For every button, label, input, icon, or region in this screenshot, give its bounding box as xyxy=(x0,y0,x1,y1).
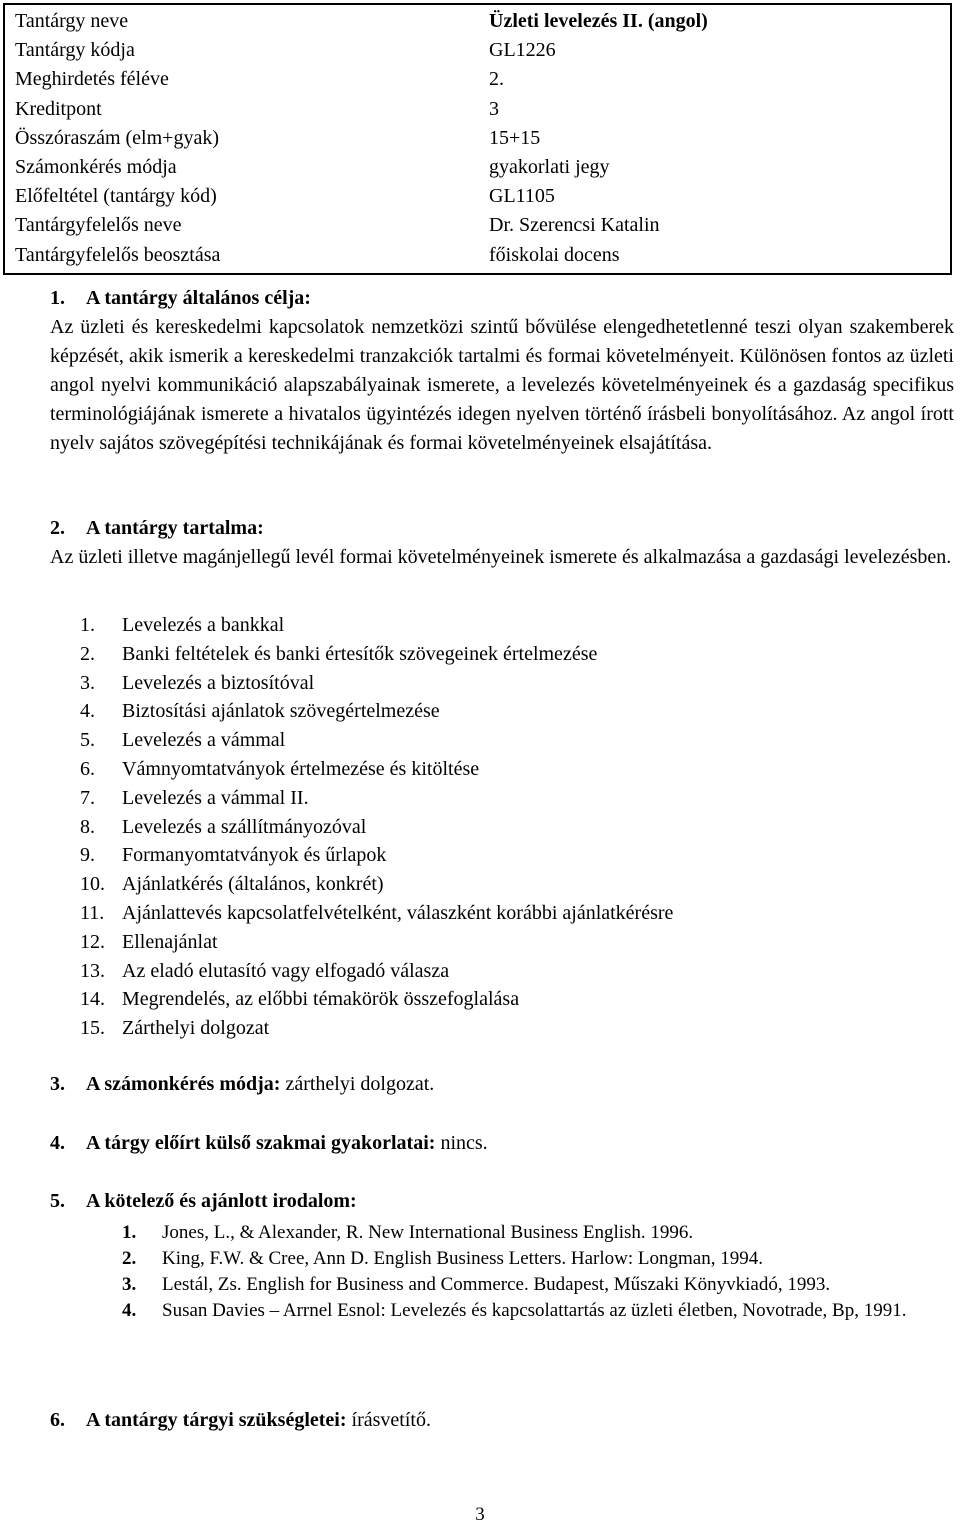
item-text: Megrendelés, az előbbi témakörök összefoglalása xyxy=(122,988,520,1011)
info-row-credits xyxy=(5,95,950,124)
item-text: Jones, L., & Alexander, R. New International Business English. 1996. xyxy=(162,1222,694,1243)
section-number: 5. xyxy=(50,1190,65,1212)
item-text: Formanyomtatványok és űrlapok xyxy=(122,844,387,867)
section-number: 4. xyxy=(50,1132,65,1154)
info-label: Számonkérés módja xyxy=(15,155,177,178)
item-text: Levelezés a szállítmányozóval xyxy=(122,815,367,838)
list-item xyxy=(80,726,673,755)
section-heading xyxy=(50,284,954,313)
list-item xyxy=(80,640,673,669)
item-number: 1. xyxy=(122,1222,137,1243)
info-value: gyakorlati jegy xyxy=(489,155,610,178)
item-text: Zárthelyi dolgozat xyxy=(122,1017,270,1040)
item-text: Ajánlatkérés (általános, konkrét) xyxy=(122,873,384,896)
item-number: 6. xyxy=(80,757,95,780)
section-equipment xyxy=(50,1406,954,1435)
topic-list xyxy=(80,611,673,1043)
item-text: Levelezés a biztosítóval xyxy=(122,671,315,694)
info-label: Előfeltétel (tantárgy kód) xyxy=(15,185,217,208)
list-item xyxy=(80,813,673,842)
list-item xyxy=(122,1220,955,1246)
section-title: A tárgy előírt külső szakmai gyakorlatai: xyxy=(86,1132,436,1154)
item-text: Ellenajánlat xyxy=(122,930,218,953)
item-number: 12. xyxy=(80,930,105,953)
list-item xyxy=(80,957,673,986)
section-value: zárthelyi dolgozat. xyxy=(285,1073,435,1095)
item-text: Az eladó elutasító vagy elfogadó válasza xyxy=(122,959,450,982)
section-general-aim xyxy=(50,284,954,458)
section-literature xyxy=(50,1187,954,1216)
section-number: 3. xyxy=(50,1073,65,1095)
info-row-semester xyxy=(5,65,950,94)
info-row-lecturer xyxy=(5,211,950,240)
info-label: Összóraszám (elm+gyak) xyxy=(15,126,219,149)
list-item xyxy=(122,1246,955,1272)
list-item xyxy=(80,841,673,870)
section-title: A számonkérés módja: xyxy=(86,1073,281,1095)
section-number: 6. xyxy=(50,1409,65,1431)
info-label: Meghirdetés féléve xyxy=(15,68,169,91)
item-text: Ajánlattevés kapcsolatfelvételként, válaszként korábbi ajánlatkérésre xyxy=(122,901,674,924)
item-number: 10. xyxy=(80,873,105,896)
section-title: A tantárgy tartalma: xyxy=(86,517,264,539)
item-text: Lestál, Zs. English for Business and Commerce. Budapest, Műszaki Könyvkiadó, 1993. xyxy=(162,1274,831,1295)
item-number: 8. xyxy=(80,815,95,838)
item-number: 1. xyxy=(80,614,95,636)
section-heading xyxy=(50,514,954,543)
item-number: 14. xyxy=(80,988,105,1011)
list-item xyxy=(80,697,673,726)
list-item xyxy=(80,1014,673,1043)
item-number: 2. xyxy=(122,1248,137,1269)
section-value: írásvetítő. xyxy=(351,1409,431,1431)
item-text: Susan Davies – Arrnel Esnol: Levelezés és kapcsolattartás az üzleti életben, Novotrade, Bp, 1991. xyxy=(162,1300,907,1321)
section-heading xyxy=(50,1132,435,1154)
info-label: Tantárgy kódja xyxy=(15,39,135,62)
info-row-lecturer-position xyxy=(5,241,950,270)
section-heading xyxy=(50,1073,280,1095)
info-value: GL1226 xyxy=(489,39,556,62)
item-text: King, F.W. & Cree, Ann D. English Business Letters. Harlow: Longman, 1994. xyxy=(162,1248,763,1269)
info-label: Kreditpont xyxy=(15,97,102,120)
section-practice xyxy=(50,1129,954,1158)
item-number: 3. xyxy=(80,671,95,694)
info-row-hours xyxy=(5,124,950,153)
section-number: 2. xyxy=(50,517,65,539)
item-text: Levelezés a vámmal xyxy=(122,729,286,752)
info-value: 3 xyxy=(489,97,499,120)
page-number: 3 xyxy=(475,1504,485,1525)
item-text: Biztosítási ajánlatok szövegértelmezése xyxy=(122,700,440,723)
item-number: 3. xyxy=(122,1274,137,1295)
section-heading xyxy=(50,1187,954,1216)
item-text: Vámnyomtatványok értelmezése és kitöltése xyxy=(122,757,480,780)
info-row-course-name xyxy=(5,7,950,36)
list-item xyxy=(80,928,673,957)
info-label: Tantárgyfelelős beosztása xyxy=(15,243,221,266)
list-item xyxy=(80,985,673,1014)
item-text: Banki feltételek és banki értesítők szövegeinek értelmezése xyxy=(122,642,598,665)
item-number: 4. xyxy=(80,700,95,723)
section-title: A tantárgy tárgyi szükségletei: xyxy=(86,1409,347,1431)
item-number: 2. xyxy=(80,642,95,665)
list-item xyxy=(80,611,673,640)
list-item xyxy=(80,899,673,928)
section-assessment xyxy=(50,1070,954,1099)
list-item xyxy=(80,669,673,698)
list-item xyxy=(80,755,673,784)
section-body: Az üzleti illetve magánjellegű levél formai követelményeinek ismerete és alkalmazása a gazdasági levelezésben. xyxy=(50,546,952,568)
section-title: A kötelező és ajánlott irodalom: xyxy=(86,1190,357,1212)
item-number: 13. xyxy=(80,959,105,982)
item-number: 4. xyxy=(122,1300,137,1321)
info-row-assessment xyxy=(5,153,950,182)
list-item xyxy=(122,1298,955,1324)
section-body: Az üzleti és kereskedelmi kapcsolatok nemzetközi szintű bővülése elengedhetetlenné teszi olyan szakemberek képzését, akik ismerik a kereskedelmi tranzakciók tartalmi és formai követelményeit. Különösen fontos az üzleti angol nyelvi kommunikáció alapszabályainak ismerete, a levelezés követelményeinek és a gazdaság specifikus terminológiájának ismerete a hivatalos ügyintézés idegen nyelven történő írásbeli bonyolításához. Az angol írott nyelv sajátos szövegépítési technikájának és formai követelményeinek elsajátítása. xyxy=(50,316,954,454)
item-number: 11. xyxy=(80,901,105,924)
info-label: Tantárgy neve xyxy=(15,10,129,32)
item-number: 5. xyxy=(80,729,95,752)
info-row-prerequisite xyxy=(5,182,950,211)
info-label: Tantárgyfelelős neve xyxy=(15,214,182,237)
item-number: 7. xyxy=(80,786,95,809)
section-title: A tantárgy általános célja: xyxy=(86,287,311,309)
item-text: Levelezés a vámmal II. xyxy=(122,786,309,809)
section-content xyxy=(50,514,954,572)
item-number: 15. xyxy=(80,1017,105,1040)
section-value: nincs. xyxy=(440,1132,488,1154)
info-value: főiskolai docens xyxy=(489,243,620,266)
list-item xyxy=(122,1272,955,1298)
section-number: 1. xyxy=(50,287,65,309)
info-row-course-code xyxy=(5,36,950,65)
info-value: Üzleti levelezés II. (angol) xyxy=(489,10,708,32)
item-text: Levelezés a bankkal xyxy=(122,614,285,636)
list-item xyxy=(80,784,673,813)
reference-list xyxy=(122,1220,955,1324)
info-value: Dr. Szerencsi Katalin xyxy=(489,214,660,237)
info-value: GL1105 xyxy=(489,185,555,208)
list-item xyxy=(80,870,673,899)
info-value: 2. xyxy=(489,68,504,91)
section-heading xyxy=(50,1409,347,1431)
info-value: 15+15 xyxy=(489,126,541,149)
item-number: 9. xyxy=(80,844,95,867)
course-info-table xyxy=(3,3,952,275)
